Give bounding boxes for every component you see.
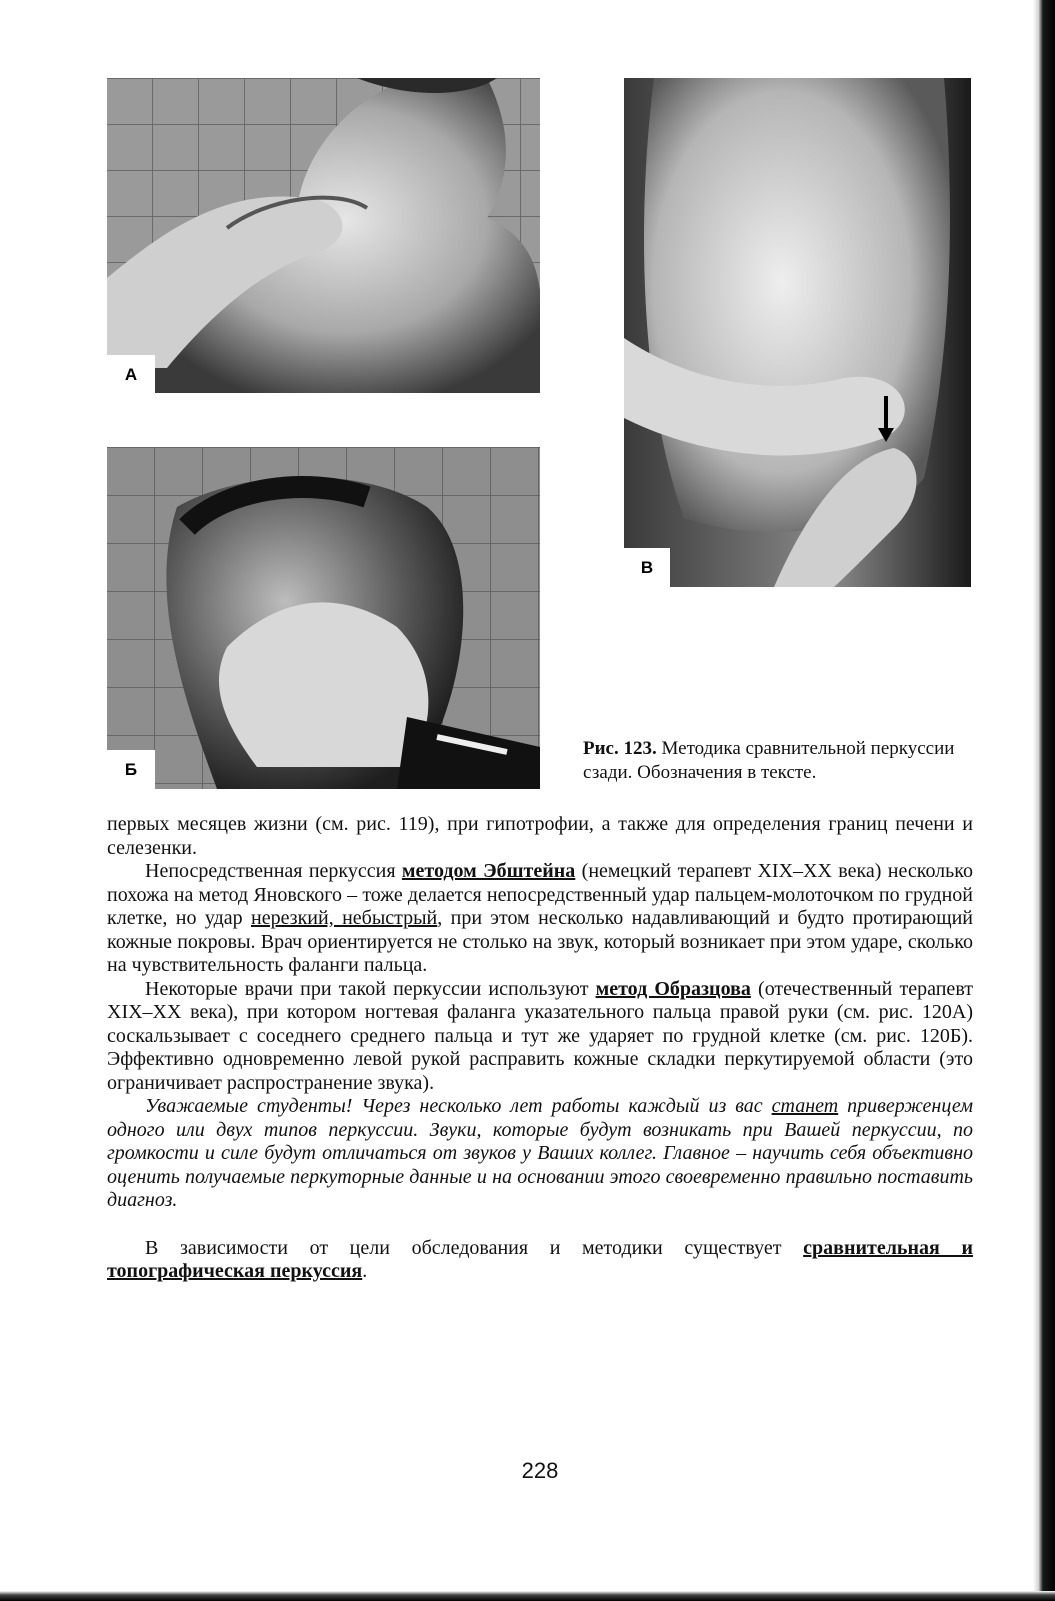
figure-photo-c <box>624 78 971 587</box>
figure-photo-a <box>107 78 540 393</box>
p2-text-b: (немецкий терапевт XIX–XX века) несколько похожа на метод Яновского – тоже делается непосредственный удар пальцем-молоточком по грудной клетке, но удар <box>107 860 973 929</box>
p2-text-a: Непосредственная перкуссия <box>145 860 402 882</box>
body-text <box>107 813 973 1284</box>
panel-label-b: Б <box>107 750 155 789</box>
p5-text-a: В зависимости от цели обследования и методики существует <box>145 1236 804 1259</box>
photo-c-image <box>624 78 971 587</box>
term-obraztsov-method: метод Образцова <box>595 977 751 1000</box>
term-soft-slow: нерезкий, небыстрый <box>250 907 438 929</box>
figure-caption <box>583 737 983 785</box>
paragraph-4-note <box>107 1095 973 1213</box>
term-ebstein-method: методом Эбштейна <box>401 860 576 882</box>
panel-label-a: А <box>107 355 155 393</box>
panel-label-c: В <box>624 548 670 587</box>
p5-text-b: . <box>362 1260 368 1282</box>
scan-edge-bottom <box>0 1591 1055 1601</box>
paragraph-2 <box>107 860 973 978</box>
p2-text-c: , при этом несколько надавливающий и будто протирающий кожные покровы. Врач ориентируется не столько на звук, который возникает при этом ударе, сколько на чувствительность фаланги пальца. <box>107 907 974 976</box>
spacer <box>107 1213 973 1237</box>
figure-photo-b <box>107 447 540 789</box>
p3-text-b: (отечественный терапевт XIX–XX века), при котором ногтевая фаланга указательного пальца правой руки (см. рис. 120А) соскальзывает с соседнего среднего пальца и тут же ударяет по грудной клетке (см. рис. 120Б). Эффективно одновременно левой рукой расправить кожные складки перкутируемой области (это ограничивает распространение звука). <box>107 977 973 1094</box>
photo-b-image <box>107 447 540 789</box>
p4-text-a: Уважаемые студенты! Через несколько лет работы каждый из вас <box>145 1095 772 1117</box>
p3-text-a: Некоторые врачи при такой перкуссии используют <box>145 977 596 1000</box>
paragraph-3 <box>107 978 973 1096</box>
paragraph-5 <box>107 1237 973 1284</box>
page-number: 228 <box>521 1458 559 1483</box>
caption-number: Рис. 123. <box>583 738 657 759</box>
term-comparative-topographic: сравнительная и топографическая перкуссия <box>107 1236 973 1282</box>
caption-text: Методика сравнительной перкуссии сзади. Обозначения в тексте. <box>583 738 955 783</box>
paragraph-1: первых месяцев жизни (см. рис. 119), при гипотрофии, а также для определения границ печени и селезенки. <box>107 813 973 859</box>
p4-text-b: приверженцем одного или двух типов перкуссии. Звуки, которые будут возникать при Вашей перкуссии, по громкости и силе будут отличаться от звуков у Ваших коллег. Главное – научить себя объективно оценить получаемые перкуторные данные и на основании этого своевременно правильно поставить диагноз. <box>107 1095 973 1211</box>
term-stanet: станет <box>771 1095 839 1117</box>
scan-edge-right <box>1033 0 1055 1601</box>
photo-a-image <box>107 78 540 393</box>
